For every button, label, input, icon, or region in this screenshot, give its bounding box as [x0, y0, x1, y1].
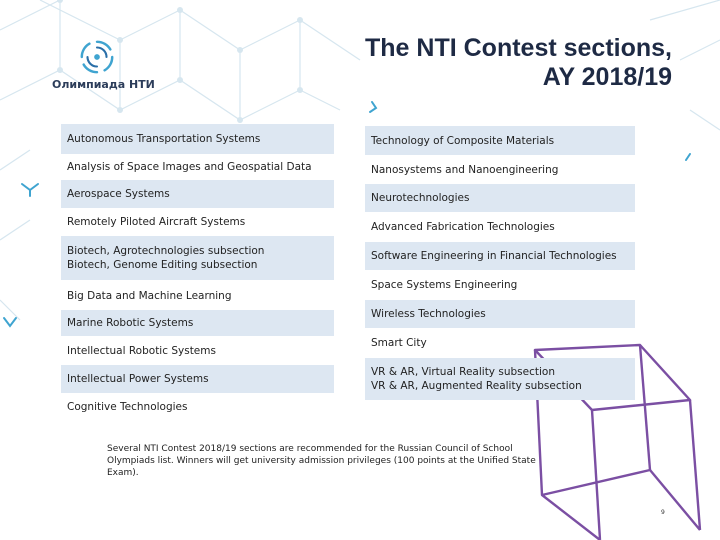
section-cell — [61, 338, 334, 364]
section-cell — [61, 395, 334, 419]
section-cell — [61, 283, 334, 309]
section-label: Smart City — [371, 337, 427, 349]
section-cell — [61, 156, 334, 178]
section-label: Biotech, Agrotechnologies subsection — [67, 245, 265, 257]
section-label: Wireless Technologies — [371, 308, 486, 320]
title-line-2: AY 2018/19 — [542, 63, 672, 91]
title-line-1: The NTI Contest sections, — [365, 34, 672, 62]
section-cell — [365, 156, 635, 183]
section-cell — [61, 210, 334, 234]
section-label: VR & AR, Augmented Reality subsection — [371, 380, 582, 392]
section-cell — [61, 310, 334, 336]
section-cell — [365, 213, 635, 241]
section-cell — [61, 365, 334, 393]
section-label: Intellectual Power Systems — [67, 373, 209, 385]
section-label: Autonomous Transportation Systems — [67, 133, 261, 145]
section-cell — [365, 126, 635, 155]
section-label: Analysis of Space Images and Geospatial Data — [67, 161, 312, 173]
section-label: Technology of Composite Materials — [371, 134, 555, 147]
section-label: Advanced Fabrication Technologies — [371, 221, 555, 233]
section-cell — [365, 300, 635, 328]
page-title — [365, 34, 672, 92]
section-label: Intellectual Robotic Systems — [67, 345, 216, 357]
section-label: Marine Robotic Systems — [67, 317, 194, 329]
section-label: Software Engineering in Financial Technologies — [371, 250, 617, 262]
footnote: Several NTI Contest 2018/19 sections are recommended for the Russian Council of School Olympiads list. Winners will get university admission privileges (100 points at the Unified State Exam). — [107, 444, 536, 478]
section-cell — [365, 329, 635, 357]
section-cell — [61, 124, 334, 154]
section-label: Neurotechnologies — [371, 192, 470, 204]
nti-logo-icon — [78, 38, 116, 76]
section-label: Biotech, Genome Editing subsection — [67, 259, 258, 271]
section-cell — [365, 271, 635, 299]
section-label: Cognitive Technologies — [67, 401, 188, 413]
section-label: Big Data and Machine Learning — [67, 290, 232, 302]
page-number: 9 — [661, 509, 665, 516]
section-cell — [61, 236, 334, 280]
section-cell — [61, 180, 334, 208]
nti-logo — [52, 38, 155, 98]
section-label: Space Systems Engineering — [371, 279, 518, 291]
section-label: Remotely Piloted Aircraft Systems — [67, 216, 246, 228]
section-cell — [365, 184, 635, 212]
section-label: Aerospace Systems — [67, 188, 170, 200]
section-cell — [365, 358, 635, 400]
section-label: VR & AR, Virtual Reality subsection — [371, 366, 555, 378]
section-cell — [365, 242, 635, 270]
logo-text: Олимпиада НТИ — [52, 78, 155, 91]
section-label: Nanosystems and Nanoengineering — [371, 163, 559, 176]
